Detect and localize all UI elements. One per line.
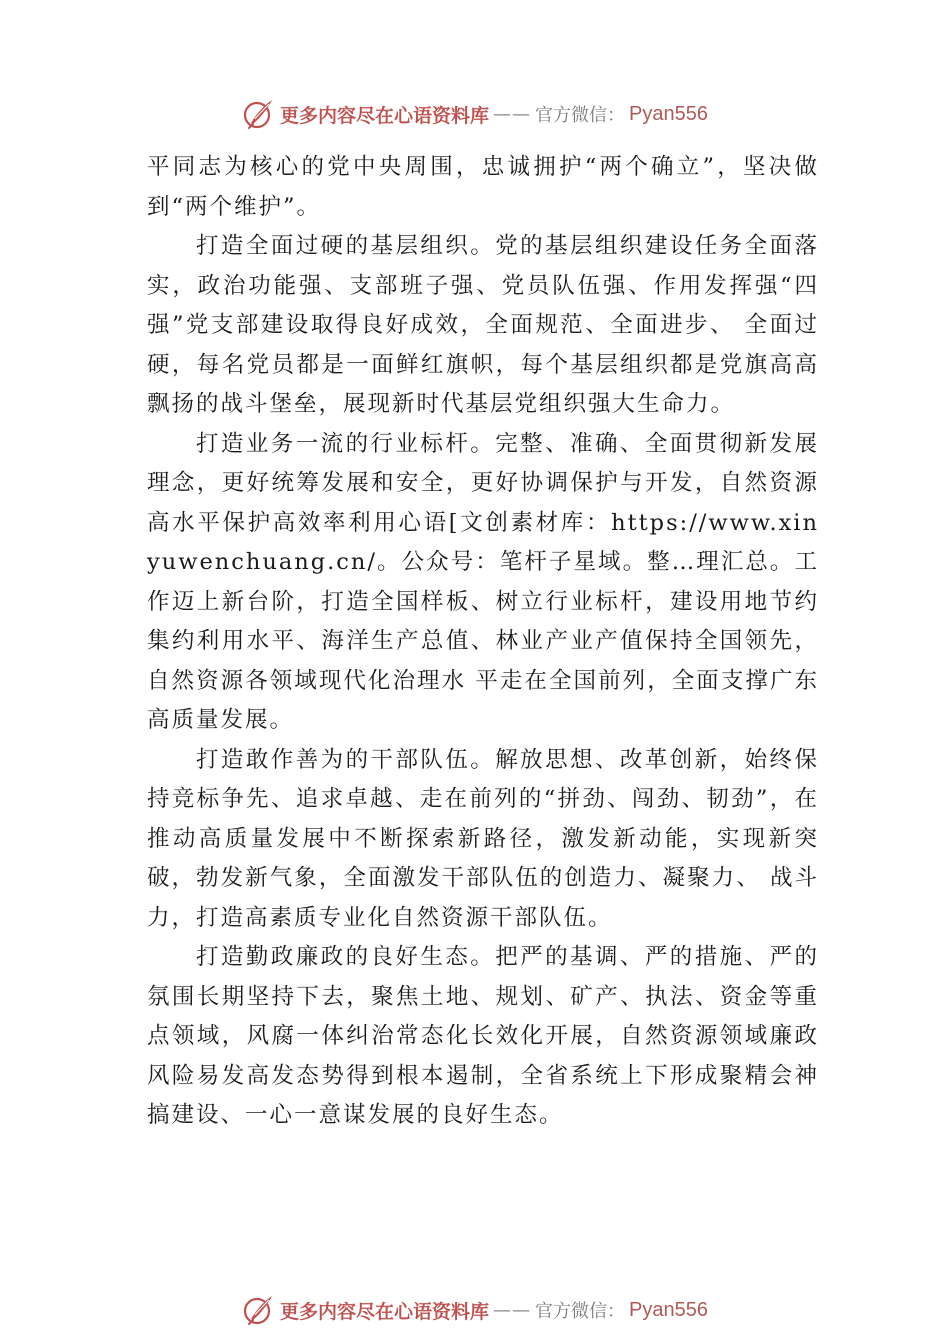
paragraph-clean-governance: 打造勤政廉政的良好生态。把严的基调、严的措施、严的氛围长期坚持下去，聚焦土地、规划、矿产、执法、资金等重点领域，风腐一体纠治常态化长效化开展，自然资源领域廉政风险易发高发态势得到根本遏制，全省系统上下形成聚精会神搞建设、一心一意谋发展的良好生态。 <box>147 944 819 1128</box>
paragraph-continuation: 平同志为核心的党中央周围，忠诚拥护“两个确立”，坚决做到“两个维护”。 <box>147 154 819 220</box>
writing-quill-logo-icon <box>242 1293 276 1327</box>
header-banner <box>0 94 950 134</box>
header-brand: 更多内容尽在心语资料库 <box>280 104 490 127</box>
header-wechat-id: Pyan556 <box>629 102 708 125</box>
footer-separator: —— <box>493 1299 532 1321</box>
document-body <box>147 148 819 1136</box>
footer-banner <box>0 1290 950 1330</box>
footer-brand: 更多内容尽在心语资料库 <box>280 1300 490 1323</box>
header-separator: —— <box>493 103 532 125</box>
header-wechat-label: 官方微信： <box>535 105 626 126</box>
paragraph-grassroots-organization: 打造全面过硬的基层组织。党的基层组织建设任务全面落实，政治功能强、支部班子强、党员队伍强、作用发挥强“四强”党支部建设取得良好成效，全面规范、全面进步、 全面过硬，每名党员都是一面鲜红旗帜，每个基层组织都是党旗高高飘扬的战斗堡垒，展现新时代基层党组织强大生命力。 <box>147 233 819 417</box>
paragraph-cadre-team: 打造敢作善为的干部队伍。解放思想、改革创新，始终保持竞标争先、追求卓越、走在前列的“拼劲、闯劲、韧劲”，在推动高质量发展中不断探索新路径，激发新动能，实现新突破，勃发新气象，全面激发干部队伍的创造力、凝聚力、 战斗力，打造高素质专业化自然资源干部队伍。 <box>147 746 819 931</box>
paragraph-industry-benchmark: 打造业务一流的行业标杆。完整、准确、全面贯彻新发展理念，更好统筹发展和安全，更好协调保护与开发，自然资源高水平保护高效率利用心语[文创素材库：https://www.xinyuwenchuang.cn/。公众号：笔杆子星域。整…理汇总。工作迈上新台阶，打造全国样板、树立行业标杆，建设用地节约集约利用水平、海洋生产总值、林业产业产值保持全国领先，自然资源各领域现代化治理水 平走在全国前列，全面支撑广东高质量发展。 <box>147 430 819 733</box>
footer-wechat-id: Pyan556 <box>629 1298 708 1321</box>
footer-wechat-label: 官方微信： <box>535 1301 626 1322</box>
writing-quill-logo-icon <box>242 97 276 131</box>
